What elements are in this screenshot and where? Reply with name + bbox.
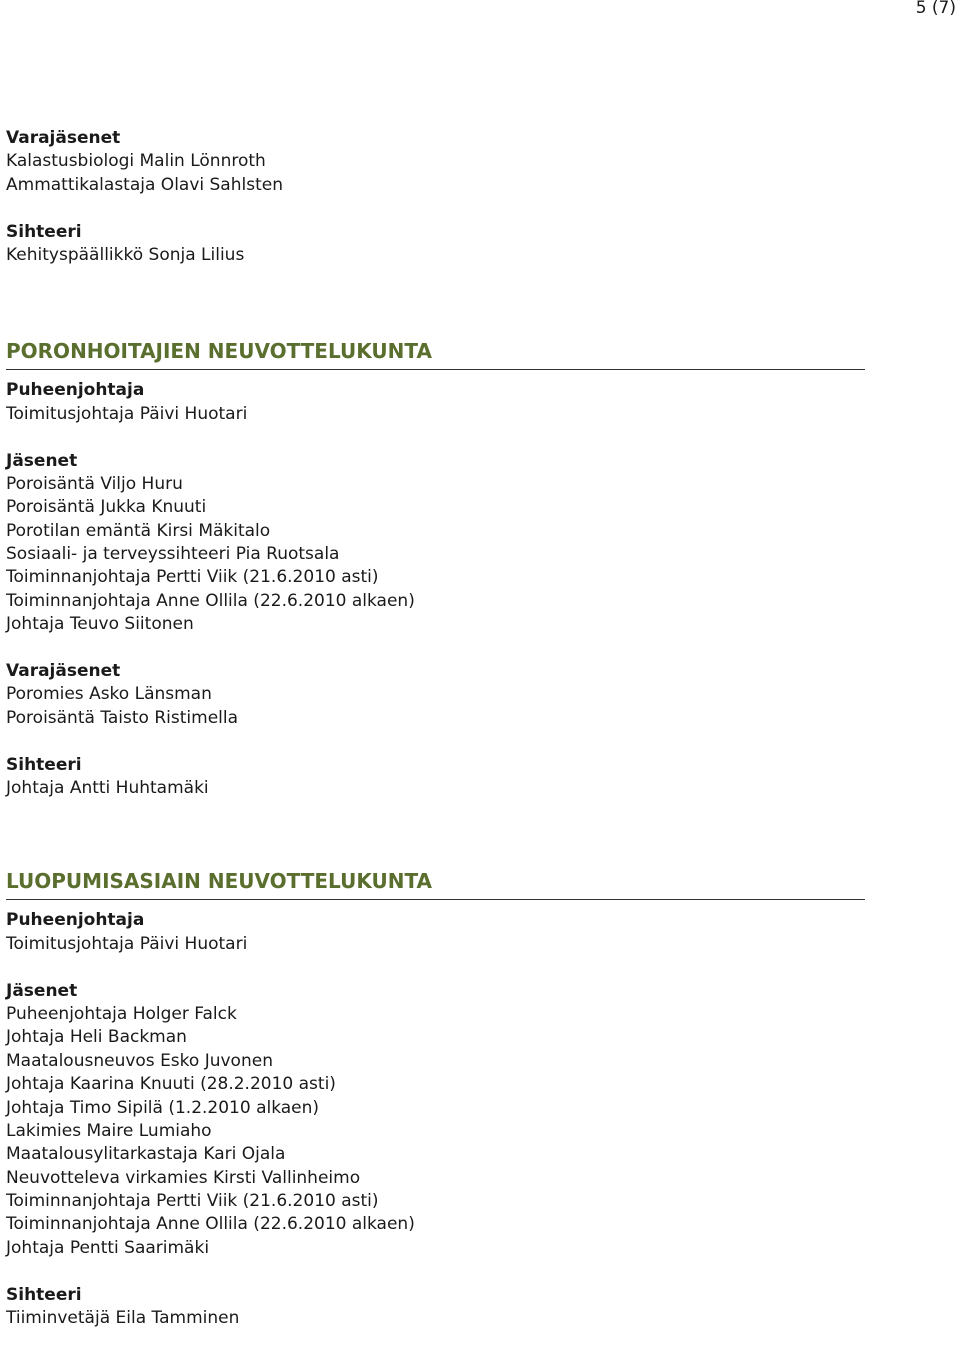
- group-sihteeri: [6, 1284, 865, 1331]
- list-item: Sosiaali- ja terveyssihteeri Pia Ruotsala: [6, 544, 340, 565]
- group-label: Varajäsenet: [6, 128, 121, 148]
- group-varajasenet: [6, 660, 865, 730]
- group-sihteeri: [6, 221, 865, 268]
- group-puheenjohtaja: [6, 379, 865, 426]
- list-item: Johtaja Pentti Saarimäki: [6, 1237, 210, 1258]
- list-item: Neuvotteleva virkamies Kirsti Vallinheimo: [6, 1167, 361, 1188]
- document-body: [6, 127, 865, 1330]
- list-item: Puheenjohtaja Holger Falck: [6, 1003, 237, 1024]
- group-label: Jäsenet: [6, 450, 78, 471]
- list-item: Maatalousylitarkastaja Kari Ojala: [6, 1144, 286, 1165]
- group-label: Jäsenet: [6, 980, 78, 1001]
- list-item: Toiminnanjohtaja Anne Ollila (22.6.2010 alkaen): [6, 590, 415, 611]
- group-label: Puheenjohtaja: [6, 910, 145, 931]
- group-label: Sihteeri: [6, 1284, 82, 1305]
- section-poronhoitajien: [6, 339, 865, 800]
- list-item: Maatalousneuvos Esko Juvonen: [6, 1050, 273, 1071]
- list-item: Tiiminvetäjä Eila Tamminen: [6, 1308, 240, 1329]
- list-item: Poroisäntä Viljo Huru: [6, 473, 183, 494]
- section-title: PORONHOITAJIEN NEUVOTTELUKUNTA: [6, 339, 865, 370]
- list-item: Toiminnanjohtaja Pertti Viik (21.6.2010 asti): [6, 1191, 379, 1212]
- list-item: Kalastusbiologi Malin Lönnroth: [6, 151, 266, 172]
- group-puheenjohtaja: [6, 909, 865, 956]
- list-item: Ammattikalastaja Olavi Sahlsten: [6, 174, 283, 195]
- list-item: Poroisäntä Jukka Knuuti: [6, 497, 207, 518]
- group-varajasenet: [6, 127, 865, 197]
- group-label: Varajäsenet: [6, 661, 121, 682]
- list-item: Johtaja Teuvo Siitonen: [6, 614, 194, 635]
- group-sihteeri: [6, 754, 865, 801]
- group-jasenet: [6, 980, 865, 1261]
- list-item: Kehityspäällikkö Sonja Lilius: [6, 244, 245, 265]
- group-jasenet: [6, 450, 865, 637]
- intro-block: [6, 127, 865, 267]
- list-item: Poromies Asko Länsman: [6, 684, 212, 705]
- group-label: Puheenjohtaja: [6, 380, 145, 401]
- list-item: Johtaja Kaarina Knuuti (28.2.2010 asti): [6, 1074, 336, 1095]
- page-number: 5 (7): [915, 0, 956, 18]
- list-item: Porotilan emäntä Kirsi Mäkitalo: [6, 520, 271, 541]
- list-item: Johtaja Timo Sipilä (1.2.2010 alkaen): [6, 1097, 320, 1118]
- list-item: Lakimies Maire Lumiaho: [6, 1120, 212, 1141]
- list-item: Toimitusjohtaja Päivi Huotari: [6, 403, 248, 424]
- list-item: Toiminnanjohtaja Pertti Viik (21.6.2010 asti): [6, 567, 379, 588]
- list-item: Toimitusjohtaja Päivi Huotari: [6, 933, 248, 954]
- list-item: Poroisäntä Taisto Ristimella: [6, 707, 239, 728]
- list-item: Johtaja Heli Backman: [6, 1027, 187, 1048]
- section-title: LUOPUMISASIAIN NEUVOTTELUKUNTA: [6, 869, 865, 900]
- list-item: Toiminnanjohtaja Anne Ollila (22.6.2010 alkaen): [6, 1214, 415, 1235]
- section-luopumisasiain: [6, 869, 865, 1330]
- list-item: Johtaja Antti Huhtamäki: [6, 777, 209, 798]
- group-label: Sihteeri: [6, 754, 82, 775]
- group-label: Sihteeri: [6, 221, 82, 242]
